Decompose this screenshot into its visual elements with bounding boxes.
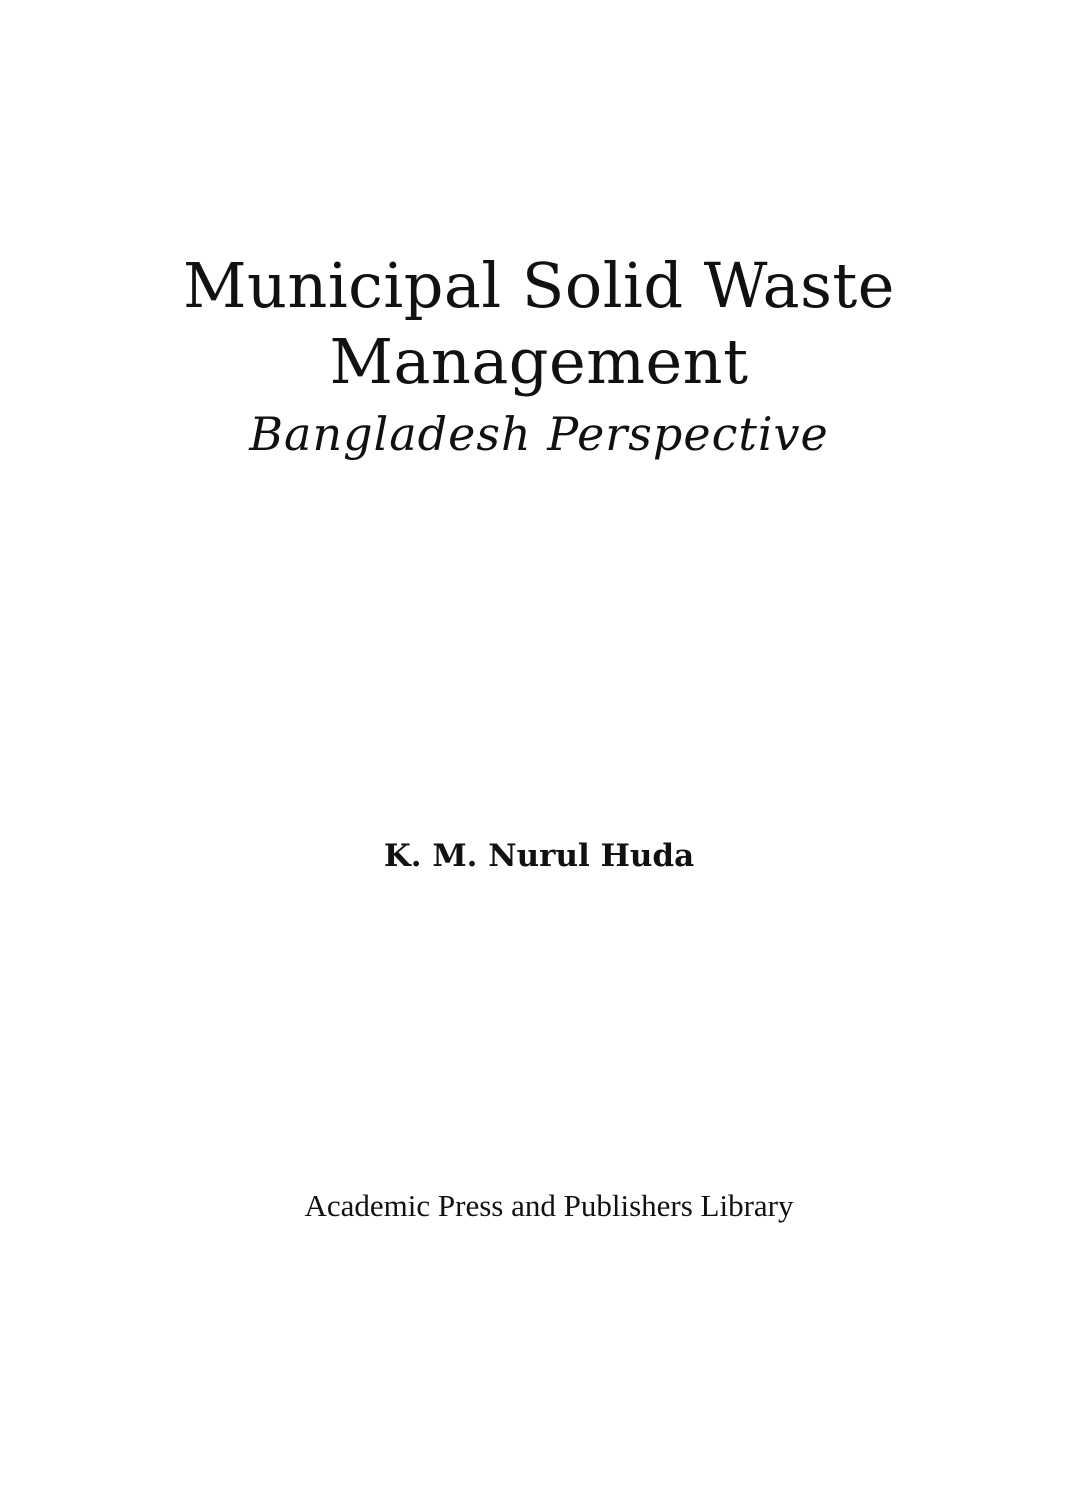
book-subtitle: Bangladesh Perspective [249, 407, 829, 461]
book-title-line-1: Municipal Solid Waste [183, 249, 895, 322]
publisher-name: Academic Press and Publishers Library [304, 1188, 794, 1223]
book-title-line-2: Management [329, 325, 749, 398]
book-title-block [0, 248, 1078, 464]
author-name: K. M. Nurul Huda [383, 838, 695, 874]
